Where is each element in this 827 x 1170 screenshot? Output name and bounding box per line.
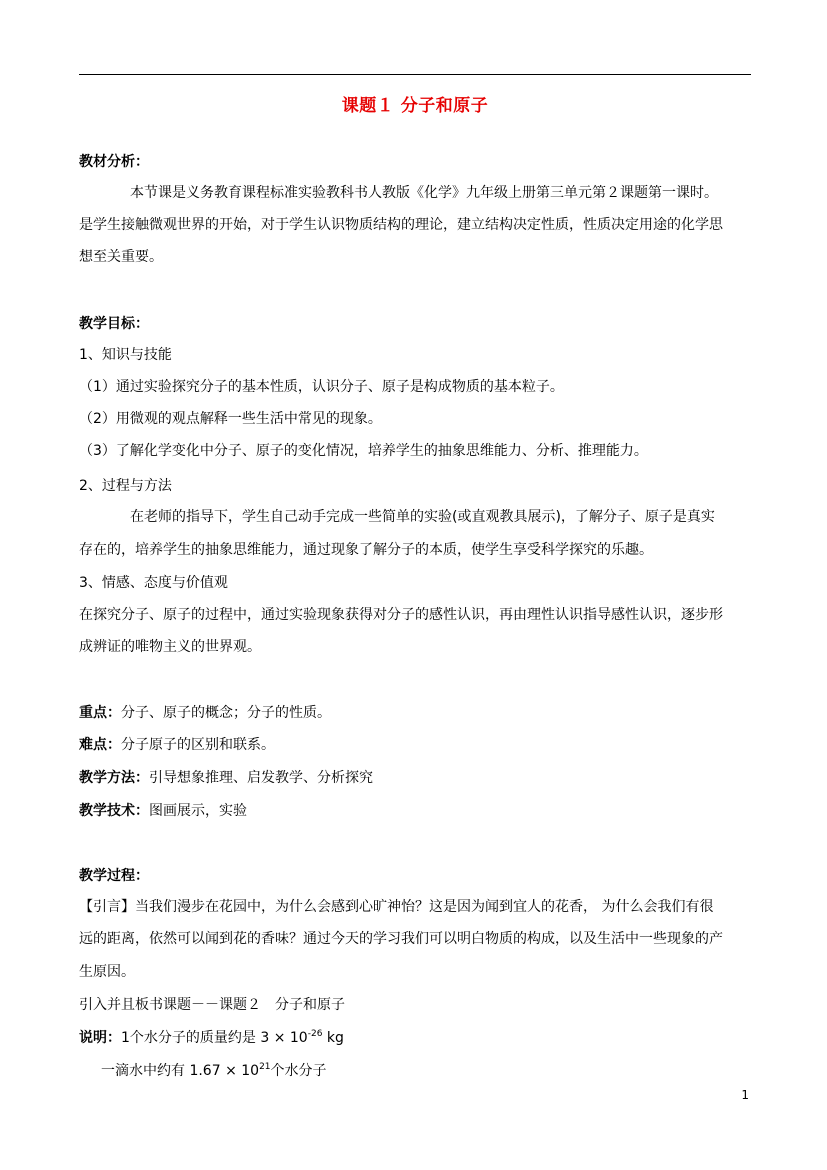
note-1-text: 1个水分子的质量约是 3 × 10 [121,1030,308,1046]
teaching-technology [79,801,751,821]
goal-3-heading: 3、情感、态度与价值观 [79,575,228,591]
teaching-method-text: 引导想象推理、启发教学、分析探究 [149,770,373,786]
note-1-exponent: -26 [307,1029,323,1039]
teaching-technology-label: 教学技术： [79,803,149,819]
key-points-label: 重点： [79,705,121,721]
goal-3-line-1: 在探究分子、原子的过程中，通过实验现象获得对分子的感性认识，再由理性认识指导感性认识，逐步形 [79,607,723,623]
teaching-method [79,768,751,788]
goal-1-heading: 1、知识与技能 [79,347,172,363]
note-label: 说明： [79,1030,121,1046]
goal-2-line-1: 在老师的指导下，学生自己动手完成一些简单的实验(或直观教具展示)，了解分子、原子是真实 [130,509,715,525]
board-topic: 引入并且板书课题－－课题２ 分子和原子 [79,997,345,1013]
difficult-points-text: 分子原子的区别和联系。 [121,737,275,753]
note-1-unit: kg [322,1030,344,1046]
note-2-suffix: 个水分子 [270,1063,327,1079]
goal-2-line-2: 存在的，培养学生的抽象思维能力，通过现象了解分子的本质，使学生享受科学探究的乐趣。 [79,542,653,558]
difficult-points [79,735,751,755]
goal-1c: （3）了解化学变化中分子、原子的变化情况，培养学生的抽象思维能力、分析、推理能力。 [79,443,648,459]
goal-3-line-2: 成辨证的唯物主义的世界观。 [79,639,261,655]
analysis-line-3: 想至关重要。 [79,249,163,265]
key-points-text: 分子、原子的概念；分子的性质。 [121,705,331,721]
note-line-2 [79,1061,773,1081]
key-points [79,703,751,723]
teaching-method-label: 教学方法： [79,770,149,786]
analysis-line-1: 本节课是义务教育课程标准实验教科书人教版《化学》九年级上册第三单元第２课题第一课时。 [130,185,718,201]
goal-1a: （1）通过实验探究分子的基本性质，认识分子、原子是构成物质的基本粒子。 [79,379,564,395]
goals-heading: 教学目标： [79,316,149,332]
note-line-1 [79,1028,751,1048]
page-title: 课题１ 分子和原子 [341,96,489,116]
page-number: 1 [741,1088,749,1102]
goal-1b: （2）用微观的观点解释一些生活中常见的现象。 [79,411,382,427]
intro-line-1: 【引言】当我们漫步在花园中，为什么会感到心旷神怡？这是因为闻到宜人的花香， 为什么会我们有很 [79,899,714,915]
analysis-line-2: 是学生接触微观世界的开始，对于学生认识物质结构的理论，建立结构决定性质，性质决定用途的化学思 [79,217,723,233]
intro-line-3: 生原因。 [79,964,135,980]
difficult-points-label: 难点： [79,737,121,753]
note-2-text: 一滴水中约有 1.67 × 10 [101,1063,260,1079]
process-heading: 教学过程： [79,868,149,884]
teaching-technology-text: 图画展示，实验 [149,803,247,819]
intro-line-2: 远的距离，依然可以闻到花的香味？通过今天的学习我们可以明白物质的构成，以及生活中一些现象的产 [79,931,723,947]
note-2-exponent: 21 [259,1062,271,1072]
analysis-heading: 教材分析： [79,154,149,170]
goal-2-heading: 2、过程与方法 [79,478,172,494]
header-rule [79,74,751,75]
